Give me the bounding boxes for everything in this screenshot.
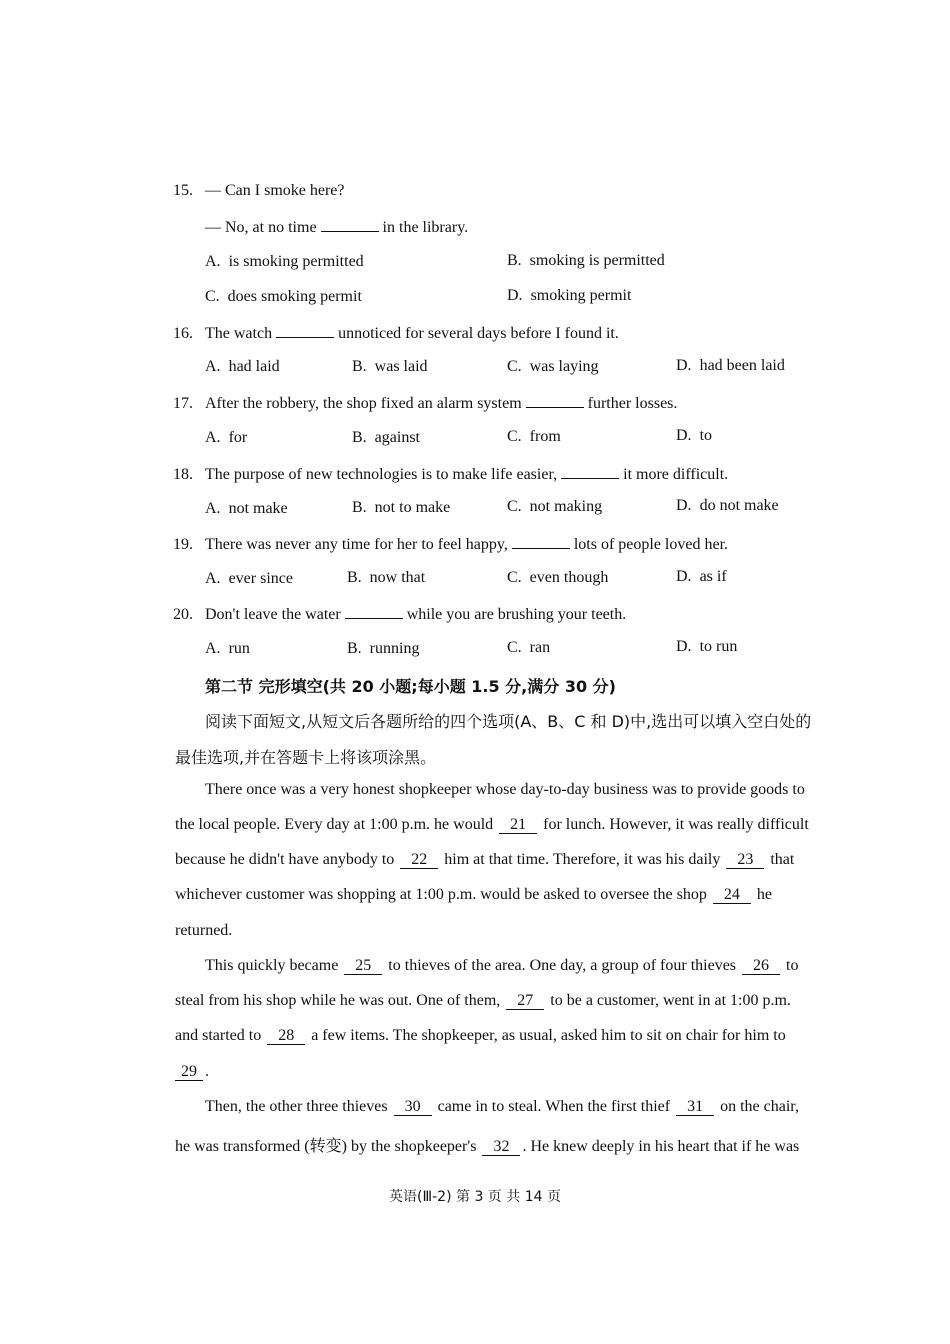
passage-blank-27: 27 <box>506 993 544 1010</box>
question-16-option-c: C. was laying <box>507 358 599 375</box>
section-title: 第二节 完形填空(共 20 小题;每小题 1.5 分,满分 30 分) <box>205 677 616 696</box>
passage-blank-25: 25 <box>344 958 382 975</box>
passage-blank-28: 28 <box>267 1028 305 1045</box>
question-20-option-a: A. run <box>205 640 250 657</box>
question-18-stem: 18. The purpose of new technologies is to make life easier, it more difficult. <box>173 466 729 483</box>
question-20-option-b: B. running <box>347 640 420 657</box>
question-15-answer-line: — No, at no time in the library. <box>205 219 469 236</box>
passage-line: whichever customer was shopping at 1:00 p.m. would be asked to oversee the shop 24 he <box>175 886 772 903</box>
answer-blank <box>276 323 334 338</box>
passage-line: 29 . <box>175 1063 209 1081</box>
passage-line: the local people. Every day at 1:00 p.m. he would 21 for lunch. However, it was really difficult <box>175 816 809 833</box>
question-17-option-d: D. to <box>676 427 713 444</box>
question-16-option-a: A. had laid <box>205 358 280 375</box>
passage-blank-21: 21 <box>499 817 537 834</box>
question-15-option-a: A. is smoking permitted <box>205 253 364 270</box>
question-20-stem: 20. Don't leave the water while you are brushing your teeth. <box>173 606 627 623</box>
passage-blank-22: 22 <box>400 852 438 869</box>
question-18-option-d: D. do not make <box>676 497 779 514</box>
question-17-option-c: C. from <box>507 428 561 445</box>
question-15-stem: 15. — Can I smoke here? <box>173 182 345 199</box>
question-18-option-b: B. not to make <box>352 499 451 516</box>
passage-blank-26: 26 <box>742 958 780 975</box>
passage-line: steal from his shop while he was out. One of them, 27 to be a customer, went in at 1:00 p.m. <box>175 992 791 1009</box>
question-19-option-c: C. even though <box>507 569 609 586</box>
question-16-stem: 16. The watch unnoticed for several days before I found it. <box>173 325 619 342</box>
question-17-stem: 17. After the robbery, the shop fixed an alarm system further losses. <box>173 395 678 412</box>
passage-blank-32: 32 <box>482 1139 520 1156</box>
passage-line: returned. <box>175 922 233 939</box>
passage-line: and started to 28 a few items. The shopkeeper, as usual, asked him to sit on chair for him to <box>175 1027 786 1044</box>
page-footer: 英语(Ⅲ-2) 第 3 页 共 14 页 <box>389 1189 561 1205</box>
question-20-option-d: D. to run <box>676 638 738 655</box>
passage-blank-30: 30 <box>394 1099 432 1116</box>
passage-line: There once was a very honest shopkeeper whose day-to-day business was to provide goods to <box>205 781 805 798</box>
passage-blank-23: 23 <box>726 852 764 869</box>
passage-line: This quickly became 25 to thieves of the area. One day, a group of four thieves 26 to <box>205 957 799 974</box>
passage-line: because he didn't have anybody to 22 him at that time. Therefore, it was his daily 23 that <box>175 851 795 868</box>
answer-blank <box>345 604 403 619</box>
passage-blank-24: 24 <box>713 887 751 904</box>
answer-blank <box>512 534 570 549</box>
question-19-option-b: B. now that <box>347 569 426 586</box>
answer-blank <box>561 464 619 479</box>
question-15-option-c: C. does smoking permit <box>205 288 362 305</box>
question-18-option-a: A. not make <box>205 500 288 517</box>
section-instruction-line2: 最佳选项,并在答题卡上将该项涂黑。 <box>175 748 437 767</box>
section-instruction-line1: 阅读下面短文,从短文后各题所给的四个选项(A、B、C 和 D)中,选出可以填入空白处的 <box>205 712 812 731</box>
question-18-option-c: C. not making <box>507 498 603 515</box>
question-15-option-b: B. smoking is permitted <box>507 252 665 269</box>
question-19-option-a: A. ever since <box>205 570 293 587</box>
question-17-option-a: A. for <box>205 429 248 446</box>
question-15-option-d: D. smoking permit <box>507 287 632 304</box>
question-19-stem: 19. There was never any time for her to feel happy, lots of people loved her. <box>173 536 729 553</box>
passage-line: Then, the other three thieves 30 came in to steal. When the first thief 31 on the chair, <box>205 1098 799 1115</box>
question-19-option-d: D. as if <box>676 568 727 585</box>
answer-blank <box>321 217 379 232</box>
answer-blank <box>526 393 584 408</box>
question-20-option-c: C. ran <box>507 639 551 656</box>
passage-line: he was transformed (转变) by the shopkeeper's 32 . He knew deeply in his heart that if he was <box>175 1138 800 1155</box>
passage-blank-29: 29 <box>175 1064 203 1081</box>
question-16-option-d: D. had been laid <box>676 357 785 374</box>
passage-blank-31: 31 <box>676 1099 714 1116</box>
question-17-option-b: B. against <box>352 429 420 446</box>
question-16-option-b: B. was laid <box>352 358 428 375</box>
